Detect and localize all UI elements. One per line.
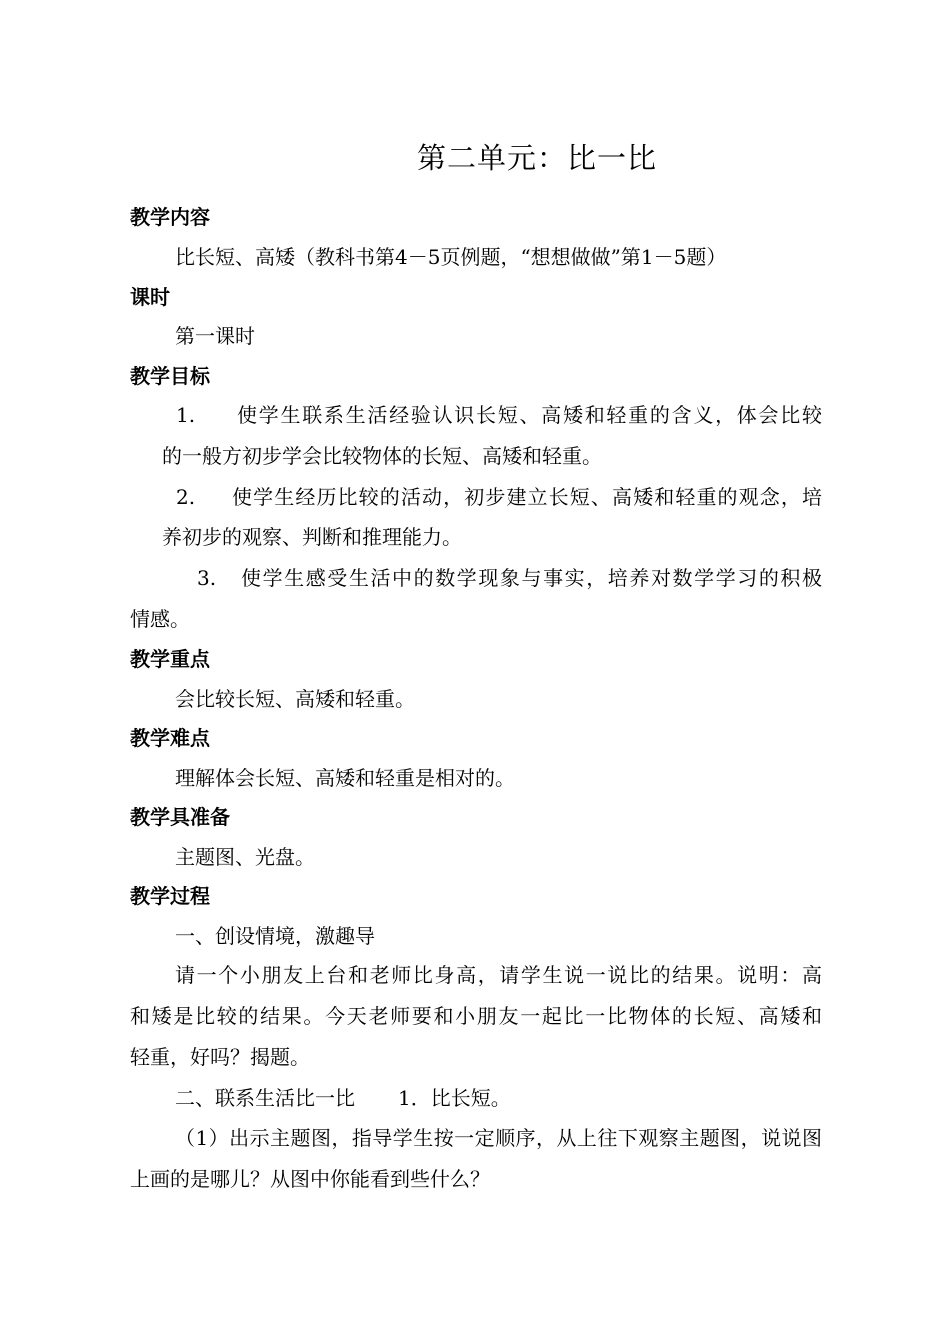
heading-period: 课时 — [130, 285, 170, 309]
goal-2-number: 2. — [176, 485, 196, 509]
heading-teaching-content: 教学内容 — [130, 205, 210, 229]
goal-2-line-2: 养初步的观察、判断和推理能力。 — [162, 525, 462, 549]
materials-text: 主题图、光盘。 — [175, 845, 315, 869]
process-step-2-sub: 1．比长短。 — [398, 1086, 511, 1110]
goal-1-line-2: 的一般方初步学会比较物体的长短、高矮和轻重。 — [162, 444, 602, 468]
document-title: 第二单元：比一比 — [416, 141, 657, 175]
process-paragraph-1-line-1: 请一个小朋友上台和老师比身高，请学生说一说比的结果。说明：高 — [175, 963, 822, 987]
period-text: 第一课时 — [175, 324, 255, 348]
heading-process: 教学过程 — [130, 884, 210, 908]
goal-3-line-2: 情感。 — [130, 607, 190, 631]
heading-key-point: 教学重点 — [130, 647, 210, 671]
goal-1-number: 1. — [176, 403, 196, 427]
process-paragraph-1-line-3: 轻重，好吗？揭题。 — [130, 1045, 310, 1069]
goal-3-number: 3. — [197, 566, 217, 590]
goal-2-line-1: 使学生经历比较的活动，初步建立长短、高矮和轻重的观念，培 — [232, 485, 822, 509]
heading-difficulty: 教学难点 — [130, 726, 210, 750]
process-step-2: 二、联系生活比一比 — [175, 1086, 355, 1110]
process-paragraph-2-line-2: 上画的是哪儿？从图中你能看到些什么？ — [130, 1167, 490, 1191]
goal-1-line-1: 使学生联系生活经验认识长短、高矮和轻重的含义，体会比较 — [237, 403, 822, 427]
heading-materials: 教学具准备 — [130, 805, 230, 829]
difficulty-text: 理解体会长短、高矮和轻重是相对的。 — [175, 766, 515, 790]
process-step-1: 一、创设情境，激趣导 — [175, 924, 375, 948]
heading-goals: 教学目标 — [130, 364, 210, 388]
process-paragraph-1-line-2: 和矮是比较的结果。今天老师要和小朋友一起比一比物体的长短、高矮和 — [130, 1004, 822, 1028]
process-paragraph-2-line-1: （1）出示主题图，指导学生按一定顺序，从上往下观察主题图，说说图 — [175, 1126, 822, 1150]
teaching-content-text: 比长短、高矮（教科书第4－5页例题，“想想做做”第1－5题） — [175, 245, 727, 269]
key-point-text: 会比较长短、高矮和轻重。 — [175, 687, 415, 711]
goal-3-line-1: 使学生感受生活中的数学现象与事实，培养对数学学习的积极 — [241, 566, 822, 590]
